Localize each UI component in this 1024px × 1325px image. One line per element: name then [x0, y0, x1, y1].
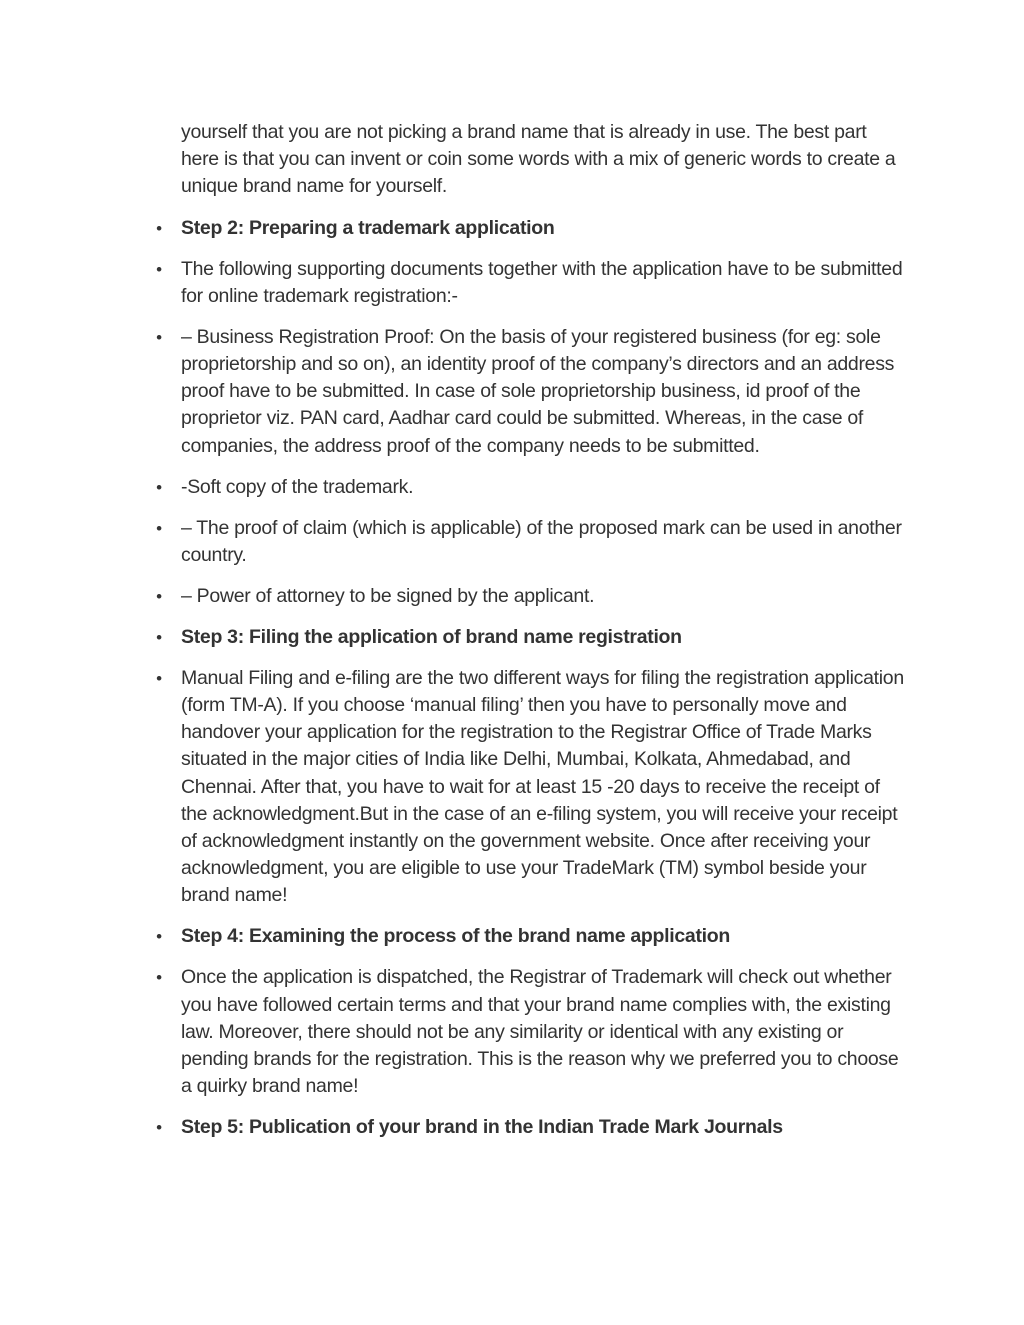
bullet-icon: • — [156, 477, 162, 497]
list-item-text: – Business Registration Proof: On the basis of your registered business (for eg: sole proprietorship and so on), an identity proof of the company’s directors and an address proof have to be submitted. In case of sole proprietorship business, id proof of the proprietor viz. PAN card, Aadhar card could be submitted. Whereas, in the case of companies, the address proof of the company needs to be submitted. — [181, 325, 895, 457]
bullet-icon: • — [156, 586, 162, 606]
list-item — [156, 583, 907, 610]
document-body — [156, 119, 907, 1155]
step-heading-text: Step 3: Filing the application of brand name registration — [181, 625, 682, 648]
list-item — [156, 515, 907, 569]
bullet-icon: • — [156, 968, 162, 988]
list-item-text: -Soft copy of the trademark. — [181, 475, 414, 498]
bullet-list — [156, 215, 907, 1142]
step-heading-item — [156, 1114, 907, 1141]
intro-paragraph: yourself that you are not picking a brand name that is already in use. The best part here is that you can invent or coin some words with a mix of generic words to create a unique brand name for yourself. — [181, 121, 896, 198]
list-item — [156, 256, 907, 310]
bullet-icon: • — [156, 668, 162, 688]
list-item-text: Manual Filing and e-filing are the two different ways for filing the registration application (form TM-A). If you choose ‘manual filing’ then you have to personally move and handover your application for the registration to the Registrar Office of Trade Marks situated in the major cities of India like Delhi, Mumbai, Kolkata, Ahmedabad, and Chennai. After that, you have to wait for at least 15 -20 days to receive the receipt of the acknowledgment.But in the case of an e-filing system, you will receive your receipt of acknowledgment instantly on the government website. Once after receiving your acknowledgment, you are eligible to use your TradeMark (TM) symbol beside your brand name! — [181, 666, 904, 907]
list-item — [156, 964, 907, 1100]
step-heading-item — [156, 624, 907, 651]
step-heading-text: Step 2: Preparing a trademark application — [181, 216, 555, 239]
step-heading-item — [156, 923, 907, 950]
list-item-text: The following supporting documents together with the application have to be submitted for online trademark registration:- — [181, 257, 903, 307]
list-item — [156, 665, 907, 910]
step-heading-text: Step 4: Examining the process of the brand name application — [181, 925, 730, 948]
bullet-icon: • — [156, 327, 162, 347]
bullet-icon: • — [156, 518, 162, 538]
bullet-icon: • — [156, 218, 162, 238]
bullet-icon: • — [156, 927, 162, 947]
bullet-icon: • — [156, 259, 162, 279]
list-item — [156, 324, 907, 460]
list-item-text: – The proof of claim (which is applicable) of the proposed mark can be used in another country. — [181, 516, 902, 566]
step-heading-text: Step 5: Publication of your brand in the Indian Trade Mark Journals — [181, 1116, 783, 1139]
bullet-icon: • — [156, 627, 162, 647]
bullet-icon: • — [156, 1118, 162, 1138]
list-item-text: Once the application is dispatched, the Registrar of Trademark will check out whether you have followed certain terms and that your brand name complies with, the existing law. Moreover, there should not be any similarity or identical with any existing or pending brands for the registration. This is the reason why we preferred you to choose a quirky brand name! — [181, 966, 899, 1098]
step-heading-item — [156, 215, 907, 242]
list-item — [156, 474, 907, 501]
list-item-text: – Power of attorney to be signed by the applicant. — [181, 584, 595, 607]
